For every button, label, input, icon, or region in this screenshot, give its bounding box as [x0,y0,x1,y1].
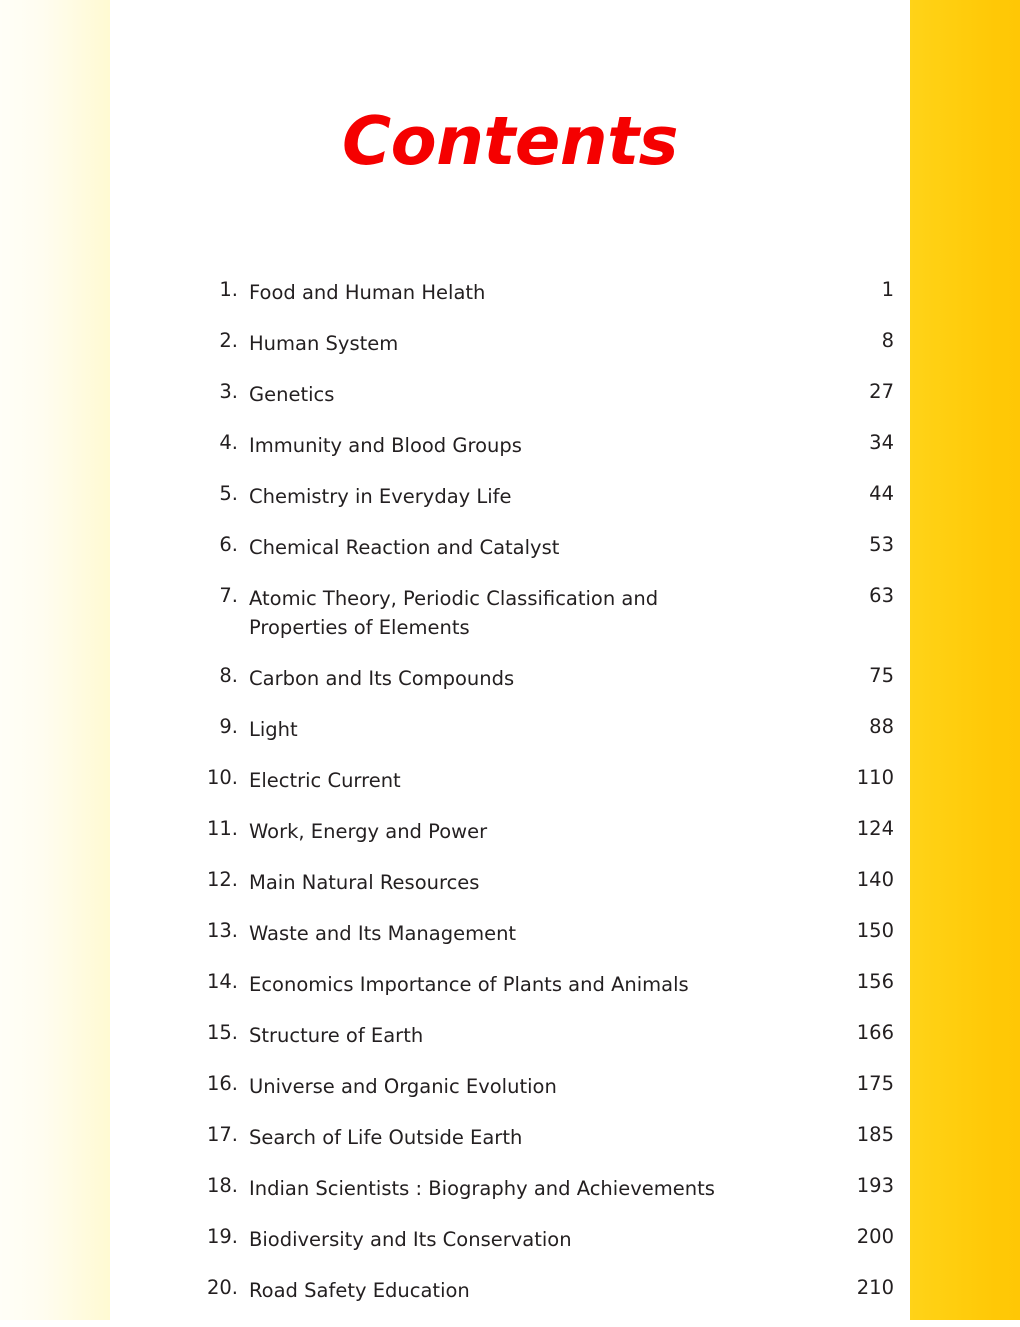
toc-entry[interactable] [110,1225,910,1254]
toc-entry-page-number: 150 [856,919,894,942]
page-title: Contents [342,102,678,180]
toc-entry[interactable] [110,329,910,358]
toc-entry-title[interactable] [249,664,826,693]
toc-entry-page-number: 193 [856,1174,894,1197]
toc-entry-page-number: 88 [869,715,894,738]
toc-entry-page-number: 140 [856,868,894,891]
toc-entry-title-line1: Universe and Organic Evolution [249,1075,557,1098]
toc-entry-number: 11. [206,817,238,840]
page-content [110,0,910,1320]
toc-entry-page-number: 200 [856,1225,894,1248]
right-decorative-band [910,0,1020,1320]
toc-entry-number: 20. [206,1276,238,1299]
toc-entry-number: 15. [206,1021,238,1044]
toc-entry-title-line1: Genetics [249,383,335,406]
left-decorative-band [0,0,110,1320]
toc-entry-page-number: 210 [856,1276,894,1299]
toc-entry-title[interactable] [249,1021,826,1050]
toc-entry[interactable] [110,1072,910,1101]
toc-entry-title-line1: Work, Energy and Power [249,820,488,843]
toc-entry-page-number: 27 [869,380,894,403]
toc-entry[interactable] [110,715,910,744]
toc-entry-title-line1: Atomic Theory, Periodic Classification and [249,587,659,610]
toc-entry-title-line1: Economics Importance of Plants and Animals [249,973,689,996]
toc-entry-title-line1: Human System [249,332,399,355]
toc-entry[interactable] [110,868,910,897]
toc-entry-number: 4. [219,431,238,454]
toc-entry-title-line1: Light [249,718,298,741]
toc-entry-title-line1: Chemistry in Everyday Life [249,485,512,508]
toc-entry[interactable] [110,1123,910,1152]
toc-entry-page-number: 53 [869,533,894,556]
toc-entry-number: 12. [206,868,238,891]
toc-entry-number: 2. [219,329,238,352]
toc-entry-title[interactable] [249,817,826,846]
toc-entry-title[interactable] [249,380,826,409]
table-of-contents [110,278,910,1327]
toc-entry-number: 8. [219,664,238,687]
toc-entry-page-number: 124 [856,817,894,840]
toc-entry-title[interactable] [249,278,826,307]
toc-entry-page-number: 156 [856,970,894,993]
toc-entry-title-line1: Main Natural Resources [249,871,480,894]
toc-entry-title[interactable] [249,533,826,562]
toc-entry-title-line1: Electric Current [249,769,401,792]
toc-entry-title-line1: Road Safety Education [249,1279,470,1302]
toc-entry[interactable] [110,584,910,642]
toc-entry-title[interactable] [249,584,826,642]
toc-entry-number: 1. [219,278,238,301]
toc-entry-title-line1: Structure of Earth [249,1024,424,1047]
toc-entry[interactable] [110,1276,910,1305]
toc-entry-number: 17. [206,1123,238,1146]
toc-entry-title[interactable] [249,1174,826,1203]
toc-entry-number: 9. [219,715,238,738]
toc-entry[interactable] [110,919,910,948]
toc-entry-title-line1: Chemical Reaction and Catalyst [249,536,560,559]
toc-entry-page-number: 75 [869,664,894,687]
toc-entry-title-line1: Indian Scientists : Biography and Achievements [249,1177,715,1200]
toc-entry-title[interactable] [249,715,826,744]
toc-entry[interactable] [110,664,910,693]
toc-entry[interactable] [110,1174,910,1203]
toc-entry[interactable] [110,970,910,999]
toc-entry-title[interactable] [249,1072,826,1101]
toc-entry[interactable] [110,431,910,460]
toc-entry-title[interactable] [249,868,826,897]
toc-entry-title[interactable] [249,970,826,999]
toc-entry-number: 3. [219,380,238,403]
toc-entry-number: 16. [206,1072,238,1095]
toc-entry-title-line1: Immunity and Blood Groups [249,434,522,457]
toc-entry-title-line2: Properties of Elements [249,616,470,639]
toc-entry[interactable] [110,380,910,409]
toc-entry-title-line1: Food and Human Helath [249,281,486,304]
toc-entry[interactable] [110,766,910,795]
toc-entry-number: 14. [206,970,238,993]
toc-entry-number: 13. [206,919,238,942]
toc-entry[interactable] [110,817,910,846]
toc-entry[interactable] [110,278,910,307]
toc-entry-page-number: 8 [881,329,894,352]
toc-entry[interactable] [110,482,910,511]
toc-entry-page-number: 34 [869,431,894,454]
toc-entry-title[interactable] [249,329,826,358]
toc-entry-title[interactable] [249,919,826,948]
toc-entry-page-number: 185 [856,1123,894,1146]
toc-entry-number: 10. [206,766,238,789]
toc-entry-title[interactable] [249,1225,826,1254]
toc-entry-page-number: 1 [881,278,894,301]
toc-entry-title-line1: Waste and Its Management [249,922,517,945]
toc-entry-page-number: 44 [869,482,894,505]
toc-entry-page-number: 63 [869,584,894,607]
toc-entry-page-number: 166 [856,1021,894,1044]
toc-entry-title-line1: Carbon and Its Compounds [249,667,515,690]
toc-entry-number: 7. [219,584,238,607]
toc-entry-title[interactable] [249,1123,826,1152]
toc-entry-number: 18. [206,1174,238,1197]
toc-entry-title-line1: Biodiversity and Its Conservation [249,1228,572,1251]
toc-entry-title-line1: Search of Life Outside Earth [249,1126,523,1149]
toc-entry-title[interactable] [249,1276,826,1305]
toc-entry-number: 6. [219,533,238,556]
toc-entry-title[interactable] [249,482,826,511]
toc-entry-title[interactable] [249,766,826,795]
toc-entry-number: 5. [219,482,238,505]
toc-entry-page-number: 175 [856,1072,894,1095]
toc-entry-title[interactable] [249,431,826,460]
toc-entry-page-number: 110 [856,766,894,789]
toc-entry-number: 19. [206,1225,238,1248]
toc-entry[interactable] [110,1021,910,1050]
toc-entry[interactable] [110,533,910,562]
